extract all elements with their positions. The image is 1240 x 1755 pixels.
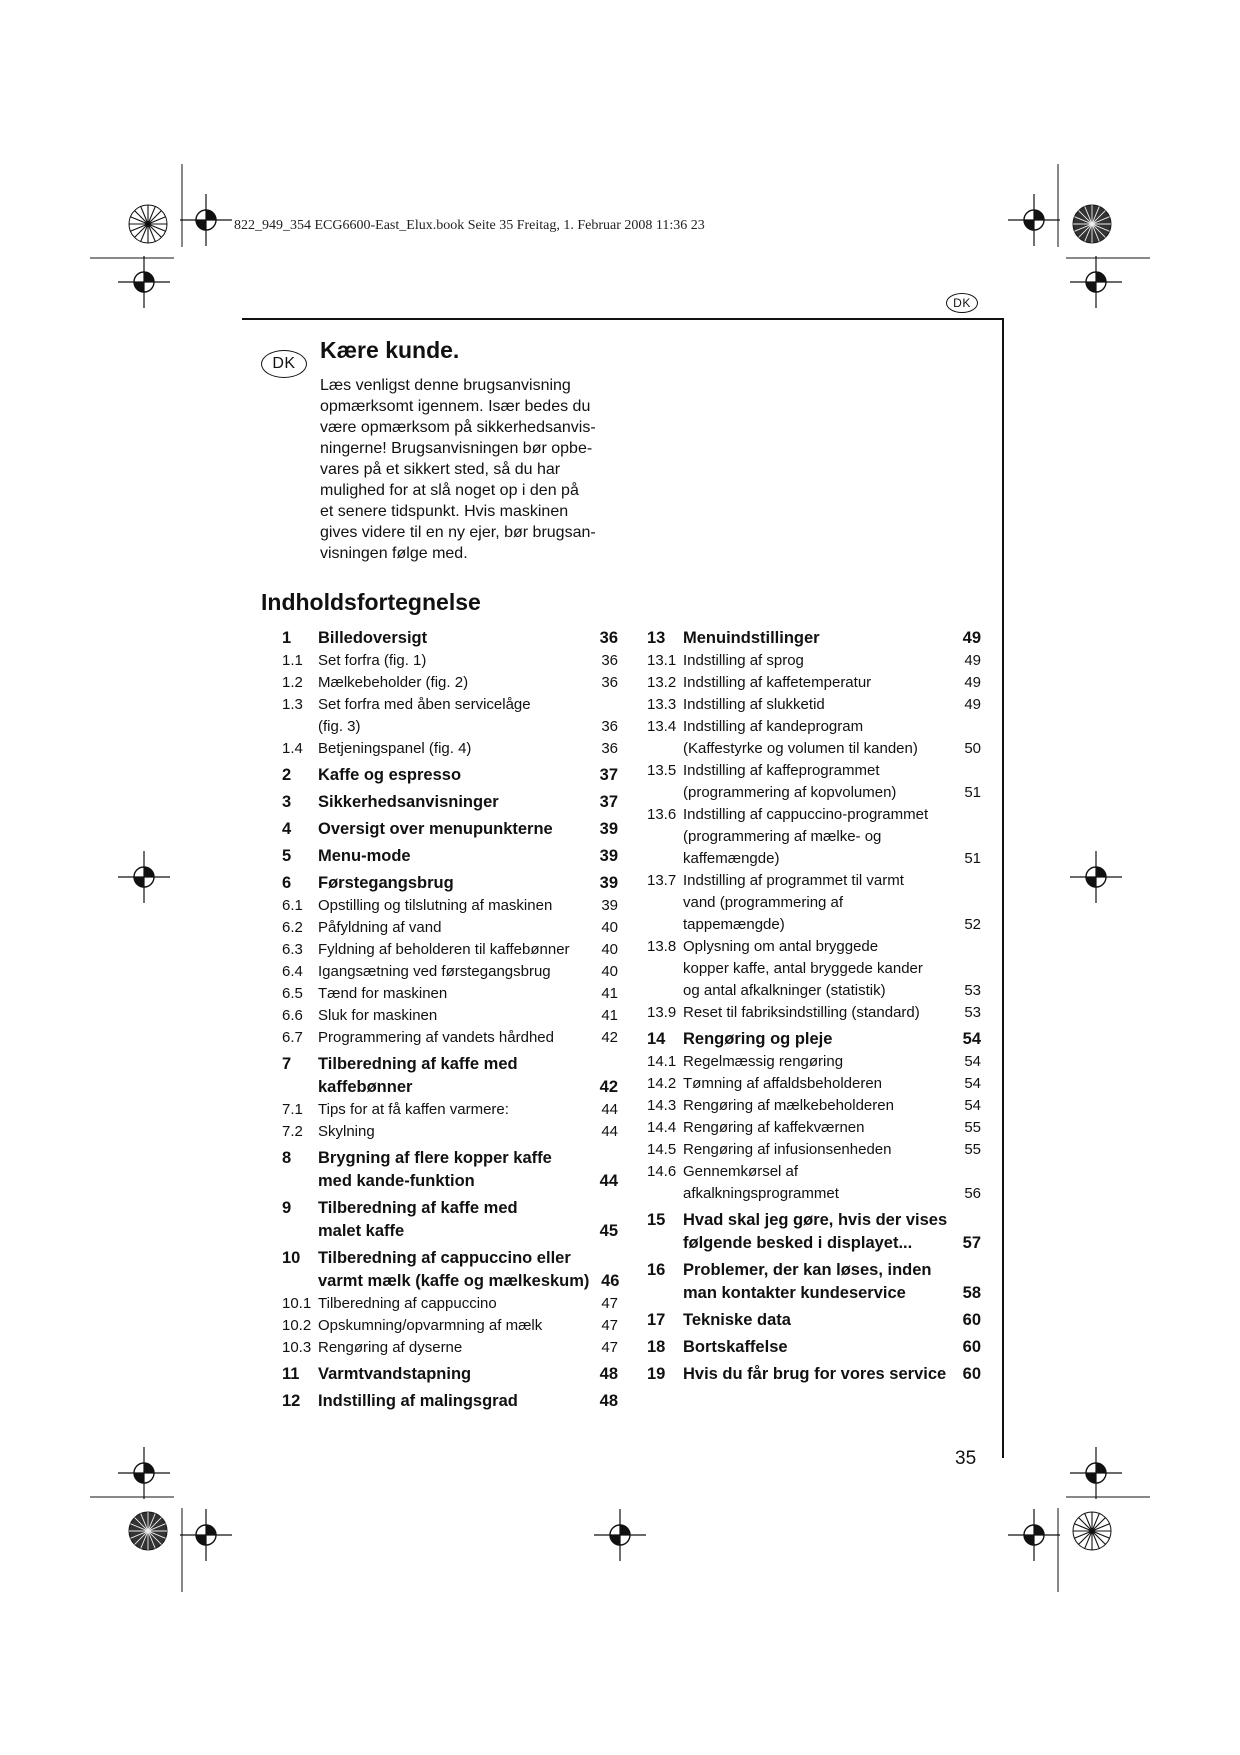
toc-entry bbox=[647, 1139, 981, 1161]
intro-line: Læs venligst denne brugsanvisning bbox=[320, 377, 571, 394]
toc-entry-title-line: Igangsætning ved førstegangsbrug bbox=[318, 963, 551, 980]
toc-entry-title bbox=[683, 1002, 951, 1024]
toc-entry-number: 3 bbox=[282, 793, 292, 811]
toc-entry-number: 6.3 bbox=[282, 941, 303, 958]
toc-entry-title-line: Varmtvandstapning bbox=[318, 1365, 472, 1383]
toc-entry-title-line: malet kaffe bbox=[318, 1222, 405, 1240]
toc-entry bbox=[282, 1197, 618, 1243]
toc-entry-page: 55 bbox=[964, 1141, 981, 1158]
toc-entry bbox=[647, 936, 981, 1002]
toc-entry bbox=[647, 1161, 981, 1205]
toc-entry-title bbox=[683, 1028, 951, 1051]
toc-entry-title bbox=[318, 1197, 588, 1243]
toc-entry-title bbox=[318, 1363, 588, 1386]
toc-entry-title-line: Indstilling af programmet til varmt bbox=[683, 872, 904, 889]
toc-entry-title-line: Påfyldning af vand bbox=[318, 919, 442, 936]
toc-entry-page: 37 bbox=[599, 793, 618, 811]
frame-right-rule bbox=[1002, 318, 1004, 1458]
intro-line: opmærksomt igennem. Især bedes du bbox=[320, 398, 591, 415]
toc-entry-title-line: Indstilling af kandeprogram bbox=[683, 718, 864, 735]
toc-entry-page: 48 bbox=[599, 1392, 618, 1410]
toc-entry-page: 41 bbox=[601, 985, 618, 1002]
toc-entry-title bbox=[318, 1099, 588, 1121]
toc-entry-page: 49 bbox=[964, 696, 981, 713]
toc-entry-number: 15 bbox=[647, 1211, 666, 1229]
toc-entry bbox=[647, 804, 981, 870]
toc-entry-page: 47 bbox=[601, 1339, 618, 1356]
language-badge-top: DK bbox=[946, 293, 978, 313]
toc-entry-title bbox=[683, 1051, 951, 1073]
toc-entry-title-line: vand (programmering af bbox=[683, 894, 844, 911]
toc-entry-number: 17 bbox=[647, 1311, 666, 1329]
toc-entry-page: 39 bbox=[601, 897, 618, 914]
toc-entry-title-line: (fig. 3) bbox=[318, 718, 361, 735]
toc-entry-title-line: Oplysning om antal bryggede bbox=[683, 938, 879, 955]
toc-entry-number: 2 bbox=[282, 766, 292, 784]
toc-entry bbox=[282, 738, 618, 760]
toc-entry-number: 18 bbox=[647, 1338, 666, 1356]
toc-entry bbox=[282, 1363, 618, 1386]
toc-entry-number: 14.2 bbox=[647, 1075, 677, 1092]
toc-entry bbox=[647, 1209, 981, 1255]
toc-entry-title-line: Betjeningspanel (fig. 4) bbox=[318, 740, 472, 757]
toc-entry-page: 40 bbox=[601, 963, 618, 980]
toc-entry-title-line: Opstilling og tilslutning af maskinen bbox=[318, 897, 553, 914]
toc-entry-page: 52 bbox=[964, 916, 981, 933]
toc-entry-number: 1 bbox=[282, 629, 292, 647]
toc-entry-title-line: Menu-mode bbox=[318, 847, 411, 865]
toc-entry-page: 36 bbox=[601, 674, 618, 691]
toc-entry-number: 13.3 bbox=[647, 696, 677, 713]
toc-entry-title bbox=[683, 694, 951, 716]
toc-entry-page: 39 bbox=[599, 820, 618, 838]
toc-entry-title-line: Oversigt over menupunkterne bbox=[318, 820, 553, 838]
toc-entry bbox=[282, 1293, 618, 1315]
toc-entry-page: 39 bbox=[599, 847, 618, 865]
toc-entry-page: 36 bbox=[601, 740, 618, 757]
toc-entry-page: 47 bbox=[601, 1295, 618, 1312]
toc-entry-number: 1.2 bbox=[282, 674, 303, 691]
toc-entry bbox=[647, 1051, 981, 1073]
toc-entry-title-line: afkalkningsprogrammet bbox=[683, 1185, 839, 1202]
toc-entry-title-line: Opskumning/opvarmning af mælk bbox=[318, 1317, 543, 1334]
toc-entry-page: 37 bbox=[599, 766, 618, 784]
toc-entry-page: 56 bbox=[964, 1185, 981, 1202]
toc-entry-title bbox=[683, 1117, 951, 1139]
toc-entry-title bbox=[683, 650, 951, 672]
toc-entry-title-line: varmt mælk (kaffe og mælkeskum) bbox=[318, 1272, 590, 1290]
toc-entry-title-line: Programmering af vandets hårdhed bbox=[318, 1029, 554, 1046]
toc-entry-title-line: Problemer, der kan løses, inden bbox=[683, 1261, 932, 1279]
toc-entry-number: 5 bbox=[282, 847, 292, 865]
toc-entry bbox=[282, 694, 618, 738]
toc-entry-page: 57 bbox=[962, 1234, 981, 1252]
toc-entry bbox=[647, 1259, 981, 1305]
toc-entry-title-line: Indstilling af malingsgrad bbox=[318, 1392, 518, 1410]
toc-entry bbox=[282, 1121, 618, 1143]
toc-entry-title bbox=[318, 672, 588, 694]
toc-entry-title-line: Tilberedning af kaffe med bbox=[318, 1199, 518, 1217]
toc-entry-page: 42 bbox=[601, 1029, 618, 1046]
toc-entry-number: 6.4 bbox=[282, 963, 303, 980]
toc-entry bbox=[647, 1363, 981, 1386]
toc-entry-title-line: Indstilling af kaffetemperatur bbox=[683, 674, 872, 691]
toc-entry-page: 60 bbox=[962, 1311, 981, 1329]
toc-entry bbox=[647, 672, 981, 694]
intro-line: ningerne! Brugsanvisningen bør opbe- bbox=[320, 440, 593, 457]
toc-entry-number: 9 bbox=[282, 1199, 292, 1217]
toc-entry-title bbox=[683, 804, 951, 870]
toc-entry bbox=[282, 1390, 618, 1413]
toc-entry-page: 46 bbox=[601, 1272, 620, 1290]
toc-entry-title bbox=[318, 872, 588, 895]
toc-entry bbox=[282, 961, 618, 983]
toc-entry-number: 14.1 bbox=[647, 1053, 677, 1070]
toc-entry-page: 54 bbox=[964, 1075, 981, 1092]
toc-entry-title-line: følgende besked i displayet... bbox=[683, 1234, 913, 1252]
toc-entry-title-line: Set forfra med åben servicelåge bbox=[318, 696, 531, 713]
toc-entry-page: 40 bbox=[601, 919, 618, 936]
toc-entry-title bbox=[683, 936, 951, 1002]
toc-entry-number: 6.1 bbox=[282, 897, 303, 914]
toc-entry-number: 11 bbox=[282, 1365, 300, 1383]
toc-column-right bbox=[647, 627, 981, 1386]
toc-entry-title-line: Menuindstillinger bbox=[683, 629, 820, 647]
toc-entry-title bbox=[318, 650, 588, 672]
toc-entry-title bbox=[683, 1095, 951, 1117]
toc-entry-title bbox=[318, 961, 588, 983]
toc-entry-page: 36 bbox=[599, 629, 618, 647]
toc-entry bbox=[282, 1099, 618, 1121]
toc-entry-title-line: Mælkebeholder (fig. 2) bbox=[318, 674, 469, 691]
toc-entry-title bbox=[318, 1293, 588, 1315]
toc-entry-title-line: tappemængde) bbox=[683, 916, 785, 933]
toc-entry-page: 36 bbox=[601, 652, 618, 669]
toc-entry-page: 50 bbox=[964, 740, 981, 757]
toc-entry-page: 41 bbox=[601, 1007, 618, 1024]
toc-entry-title bbox=[318, 845, 588, 868]
toc-entry-number: 10 bbox=[282, 1249, 301, 1267]
toc-entry-title-line: Tekniske data bbox=[683, 1311, 791, 1329]
toc-entry-page: 51 bbox=[964, 850, 981, 867]
toc-entry-page: 44 bbox=[599, 1172, 618, 1190]
toc-entry-page: 49 bbox=[964, 674, 981, 691]
toc-entry-title bbox=[318, 694, 588, 738]
toc-entry-page: 44 bbox=[601, 1101, 618, 1118]
toc-entry bbox=[647, 1095, 981, 1117]
toc-entry bbox=[282, 1337, 618, 1359]
toc-entry-number: 6 bbox=[282, 874, 292, 892]
toc-entry-title bbox=[318, 1337, 588, 1359]
toc-entry-title bbox=[318, 1390, 588, 1413]
toc-entry-number: 14.3 bbox=[647, 1097, 677, 1114]
toc-entry-number: 1.1 bbox=[282, 652, 303, 669]
toc-entry-title-line: Tilberedning af cappuccino bbox=[318, 1295, 497, 1312]
toc-entry-title-line: Tilberedning af cappuccino eller bbox=[318, 1249, 571, 1267]
toc-entry-title bbox=[318, 738, 588, 760]
language-badge: DK bbox=[261, 350, 307, 378]
toc-entry bbox=[647, 627, 981, 650]
toc-entry-number: 8 bbox=[282, 1149, 292, 1167]
toc-entry-title-line: (programmering af mælke- og bbox=[683, 828, 882, 845]
toc-entry bbox=[282, 872, 618, 895]
toc-entry-title-line: Reset til fabriksindstilling (standard) bbox=[683, 1004, 920, 1021]
toc-entry bbox=[282, 818, 618, 841]
toc-entry-page: 53 bbox=[964, 982, 981, 999]
toc-entry-number: 13.2 bbox=[647, 674, 677, 691]
toc-entry bbox=[282, 627, 618, 650]
toc-entry-page: 54 bbox=[962, 1030, 981, 1048]
toc-entry-title bbox=[683, 627, 951, 650]
toc-entry-page: 36 bbox=[601, 718, 618, 735]
toc-entry bbox=[282, 983, 618, 1005]
toc-entry-title bbox=[318, 1121, 588, 1143]
toc-entry-title-line: Skylning bbox=[318, 1123, 375, 1140]
toc-entry-title bbox=[318, 1027, 588, 1049]
toc-entry-number: 14 bbox=[647, 1030, 666, 1048]
toc-entry-page: 45 bbox=[599, 1222, 618, 1240]
frame-top-rule bbox=[242, 318, 1004, 320]
toc-entry-page: 53 bbox=[964, 1004, 981, 1021]
toc-entry-title bbox=[318, 1315, 588, 1337]
toc-entry bbox=[647, 1117, 981, 1139]
toc-entry-title-line: man kontakter kundeservice bbox=[683, 1284, 906, 1302]
toc-entry-title-line: Hvad skal jeg gøre, hvis der vises bbox=[683, 1211, 948, 1229]
toc-entry bbox=[647, 1002, 981, 1024]
toc-entry-number: 13 bbox=[647, 629, 666, 647]
toc-entry-title-line: og antal afkalkninger (statistik) bbox=[683, 982, 886, 999]
toc-entry-title bbox=[683, 1161, 951, 1205]
toc-entry-title-line: Rengøring af kaffekværnen bbox=[683, 1119, 865, 1136]
toc-entry-title bbox=[318, 764, 588, 787]
toc-entry-title-line: Tilberedning af kaffe med bbox=[318, 1055, 518, 1073]
toc-entry-title bbox=[318, 1247, 589, 1293]
toc-entry-title-line: Fyldning af beholderen til kaffebønner bbox=[318, 941, 570, 958]
toc-entry-title bbox=[683, 716, 951, 760]
page-number: 35 bbox=[955, 1448, 977, 1469]
toc-entry-title-line: Tips for at få kaffen varmere: bbox=[318, 1101, 509, 1118]
toc-entry-number: 7.2 bbox=[282, 1123, 303, 1140]
toc-entry-title bbox=[318, 939, 588, 961]
toc-entry-title-line: Rengøring og pleje bbox=[683, 1030, 833, 1048]
toc-entry-title bbox=[683, 1363, 951, 1386]
toc-entry-number: 4 bbox=[282, 820, 292, 838]
toc-entry-title bbox=[318, 791, 588, 814]
toc-entry bbox=[282, 1053, 618, 1099]
toc-entry-number: 13.4 bbox=[647, 718, 677, 735]
toc-entry-title-line: med kande-funktion bbox=[318, 1172, 475, 1190]
toc-entry-title bbox=[683, 672, 951, 694]
toc-entry-page: 55 bbox=[964, 1119, 981, 1136]
toc-entry-number: 6.2 bbox=[282, 919, 303, 936]
toc-entry-title-line: kaffebønner bbox=[318, 1078, 413, 1096]
toc-entry-number: 6.6 bbox=[282, 1007, 303, 1024]
toc-entry-title-line: Kaffe og espresso bbox=[318, 766, 462, 784]
toc-entry bbox=[282, 650, 618, 672]
intro-line: mulighed for at slå noget op i den på bbox=[320, 482, 579, 499]
toc-entry-number: 6.5 bbox=[282, 985, 303, 1002]
toc-entry-title-line: Rengøring af mælkebeholderen bbox=[683, 1097, 894, 1114]
toc-entry bbox=[282, 939, 618, 961]
toc-entry-page: 40 bbox=[601, 941, 618, 958]
toc-entry bbox=[282, 917, 618, 939]
toc-entry-title-line: Hvis du får brug for vores service bbox=[683, 1365, 947, 1383]
toc-entry-title-line: (Kaffestyrke og volumen til kanden) bbox=[683, 740, 918, 757]
intro-line: være opmærksom på sikkerhedsanvis- bbox=[320, 419, 596, 436]
toc-entry bbox=[282, 1027, 618, 1049]
toc-entry bbox=[647, 1309, 981, 1332]
toc-entry-title-line: Bortskaffelse bbox=[683, 1338, 788, 1356]
toc-entry bbox=[647, 870, 981, 936]
toc-entry-number: 6.7 bbox=[282, 1029, 303, 1046]
toc-entry-number: 13.1 bbox=[647, 652, 677, 669]
toc-entry-number: 7 bbox=[282, 1055, 292, 1073]
toc-entry-title bbox=[318, 818, 588, 841]
toc-entry-title bbox=[683, 1073, 951, 1095]
toc-entry-page: 54 bbox=[964, 1097, 981, 1114]
toc-entry-title bbox=[683, 1139, 951, 1161]
toc-entry-number: 19 bbox=[647, 1365, 666, 1383]
toc-entry-page: 47 bbox=[601, 1317, 618, 1334]
toc-entry bbox=[282, 845, 618, 868]
toc-entry-number: 14.6 bbox=[647, 1163, 677, 1180]
toc-entry bbox=[282, 791, 618, 814]
intro-line: visningen følge med. bbox=[320, 545, 468, 562]
toc-entry-title-line: Billedoversigt bbox=[318, 629, 428, 647]
toc-entry-number: 13.7 bbox=[647, 872, 677, 889]
toc-entry-title-line: Indstilling af cappuccino-programmet bbox=[683, 806, 929, 823]
toc-entry bbox=[282, 672, 618, 694]
toc-entry-page: 58 bbox=[962, 1284, 981, 1302]
toc-entry-title bbox=[318, 1053, 588, 1099]
toc-entry-title bbox=[318, 1147, 588, 1193]
toc-entry-title bbox=[683, 760, 951, 804]
toc-entry-title-line: Tænd for maskinen bbox=[318, 985, 448, 1002]
toc-entry bbox=[282, 764, 618, 787]
toc-entry-title bbox=[683, 1259, 951, 1305]
toc-entry-title-line: Brygning af flere kopper kaffe bbox=[318, 1149, 552, 1167]
toc-entry-title-line: Indstilling af sprog bbox=[683, 652, 804, 669]
toc-entry-title bbox=[683, 870, 951, 936]
intro-line: gives videre til en ny ejer, bør brugsan- bbox=[320, 524, 596, 541]
toc-entry bbox=[647, 760, 981, 804]
toc-entry bbox=[647, 1028, 981, 1051]
toc-entry-title-line: Tømning af affaldsbeholderen bbox=[683, 1075, 883, 1092]
intro-line: vares på et sikkert sted, så du har bbox=[320, 461, 561, 478]
toc-entry-title-line: Indstilling af slukketid bbox=[683, 696, 825, 713]
toc-entry bbox=[282, 895, 618, 917]
toc-entry-title-line: Regelmæssig rengøring bbox=[683, 1053, 844, 1070]
toc-entry-title bbox=[318, 627, 588, 650]
toc-entry-title-line: (programmering af kopvolumen) bbox=[683, 784, 897, 801]
toc-entry-number: 10.2 bbox=[282, 1317, 312, 1334]
toc-entry-title bbox=[318, 983, 588, 1005]
toc-entry-page: 60 bbox=[962, 1338, 981, 1356]
toc-entry-title-line: Sikkerhedsanvisninger bbox=[318, 793, 499, 811]
toc-entry-number: 13.6 bbox=[647, 806, 677, 823]
toc-entry-number: 1.3 bbox=[282, 696, 303, 713]
toc-entry bbox=[647, 1336, 981, 1359]
toc-entry-title bbox=[683, 1336, 951, 1359]
toc-entry-title-line: Rengøring af infusionsenheden bbox=[683, 1141, 892, 1158]
toc-entry bbox=[282, 1005, 618, 1027]
toc-entry-page: 49 bbox=[962, 629, 981, 647]
toc-entry-number: 14.4 bbox=[647, 1119, 677, 1136]
toc-entry-title-line: kopper kaffe, antal bryggede kander bbox=[683, 960, 923, 977]
intro-title: Kære kunde. bbox=[320, 337, 460, 363]
toc-entry-title-line: Sluk for maskinen bbox=[318, 1007, 438, 1024]
toc-title: Indholdsfortegnelse bbox=[261, 589, 481, 615]
toc-entry-number: 1.4 bbox=[282, 740, 303, 757]
toc-entry-number: 14.5 bbox=[647, 1141, 677, 1158]
toc-entry-page: 48 bbox=[599, 1365, 618, 1383]
toc-entry-title-line: kaffemængde) bbox=[683, 850, 780, 867]
toc-entry-title-line: Indstilling af kaffeprogrammet bbox=[683, 762, 880, 779]
toc-entry-title-line: Gennemkørsel af bbox=[683, 1163, 799, 1180]
toc-entry-title bbox=[318, 895, 588, 917]
toc-entry-page: 44 bbox=[601, 1123, 618, 1140]
toc-entry-number: 12 bbox=[282, 1392, 301, 1410]
toc-entry-page: 42 bbox=[599, 1078, 618, 1096]
toc-entry-number: 7.1 bbox=[282, 1101, 303, 1118]
toc-entry-page: 51 bbox=[964, 784, 981, 801]
toc-entry-number: 10.1 bbox=[282, 1295, 312, 1312]
toc-entry-page: 39 bbox=[599, 874, 618, 892]
toc-entry-number: 13.8 bbox=[647, 938, 677, 955]
toc-entry bbox=[282, 1247, 618, 1293]
toc-entry-page: 54 bbox=[964, 1053, 981, 1070]
toc-entry bbox=[647, 650, 981, 672]
toc-entry-title-line: Førstegangsbrug bbox=[318, 874, 454, 892]
toc-entry-title bbox=[683, 1209, 951, 1255]
toc-column-left bbox=[282, 627, 618, 1413]
toc-entry bbox=[647, 1073, 981, 1095]
toc-entry bbox=[647, 716, 981, 760]
toc-entry-title-line: Set forfra (fig. 1) bbox=[318, 652, 427, 669]
toc-entry-number: 16 bbox=[647, 1261, 666, 1279]
toc-entry-title bbox=[318, 1005, 588, 1027]
toc-entry-title bbox=[683, 1309, 951, 1332]
intro-line: et senere tidspunkt. Hvis maskinen bbox=[320, 503, 569, 520]
toc-entry-page: 60 bbox=[962, 1365, 981, 1383]
toc-entry-number: 13.5 bbox=[647, 762, 677, 779]
toc-entry-title bbox=[318, 917, 588, 939]
intro-text bbox=[320, 375, 620, 564]
print-header: 822_949_354 ECG6600-East_Elux.book Seite 35 Freitag, 1. Februar 2008 11:36 23 bbox=[234, 218, 705, 233]
toc-entry-number: 13.9 bbox=[647, 1004, 677, 1021]
toc-entry-page: 49 bbox=[964, 652, 981, 669]
toc-entry bbox=[282, 1147, 618, 1193]
toc-entry-number: 10.3 bbox=[282, 1339, 312, 1356]
toc-entry-title-line: Rengøring af dyserne bbox=[318, 1339, 463, 1356]
toc-entry bbox=[647, 694, 981, 716]
toc-entry bbox=[282, 1315, 618, 1337]
